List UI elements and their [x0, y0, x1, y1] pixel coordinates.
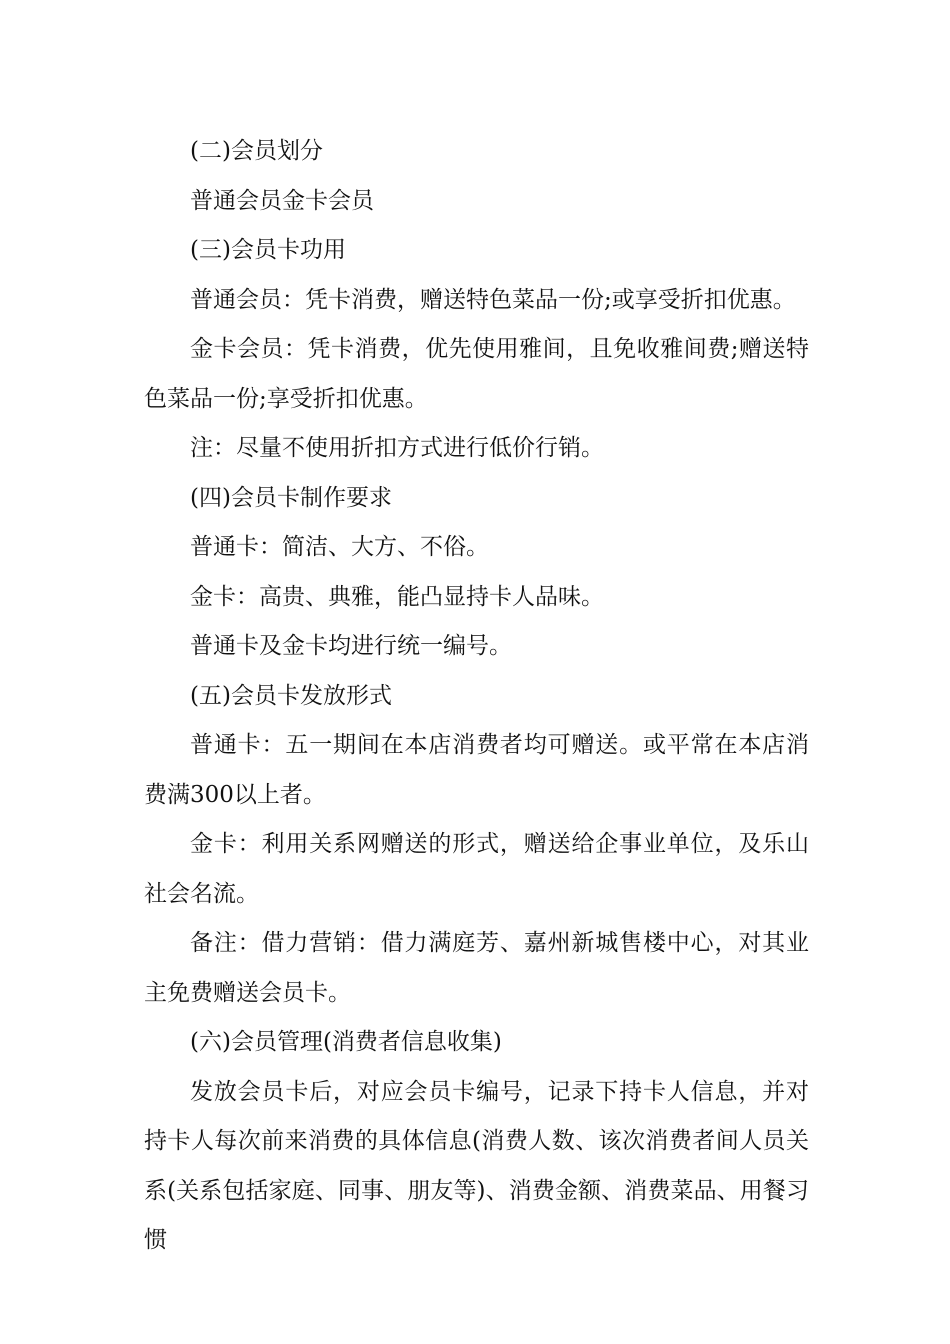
section-heading-card-distribution: (五)会员卡发放形式: [190, 682, 392, 709]
paragraph-note-discount: 注：尽量不使用折扣方式进行低价行销。: [190, 435, 604, 461]
section-heading-member-management: (六)会员管理(消费者信息收集): [190, 1029, 502, 1055]
section-heading-membership-classes: (二)会员划分: [190, 138, 323, 164]
paragraph-regular-member-benefits: 普通会员：凭卡消费，赠送特色菜品一份;或享受折扣优惠。: [190, 286, 796, 313]
paragraph-remark-leverage-marketing: 备注：借力营销：借力满庭芳、嘉州新城售楼中心，对其业主免费赠送会员卡。: [144, 930, 809, 1006]
section-heading-card-functions: (三)会员卡功用: [190, 237, 346, 263]
paragraph-member-info-collection: 发放会员卡后，对应会员卡编号，记录下持卡人信息，并对持卡人每次前来消费的具体信息(消费人数、该次消费者间人员关系(关系包括家庭、同事、朋友等)、消费金额、消费菜品、用餐习惯: [144, 1078, 809, 1253]
paragraph-card-numbering: 普通卡及金卡均进行统一编号。: [190, 633, 512, 659]
section-heading-card-design: (四)会员卡制作要求: [190, 484, 392, 511]
document-body: [144, 127, 809, 1266]
paragraph-gold-card-distribution: 金卡：利用关系网赠送的形式，赠送给企事业单位，及乐山社会名流。: [144, 831, 809, 907]
paragraph-membership-types: 普通会员金卡会员: [190, 187, 374, 214]
paragraph-gold-card-design: 金卡：高贵、典雅，能凸显持卡人品味。: [190, 583, 604, 610]
paragraph-gold-member-benefits: 金卡会员：凭卡消费，优先使用雅间，且免收雅间费;赠送特色菜品一份;享受折扣优惠。: [144, 336, 809, 412]
paragraph-regular-card-design: 普通卡：简洁、大方、不俗。: [190, 534, 489, 560]
paragraph-regular-card-distribution: 普通卡：五一期间在本店消费者均可赠送。或平常在本店消费满300以上者。: [144, 732, 809, 808]
